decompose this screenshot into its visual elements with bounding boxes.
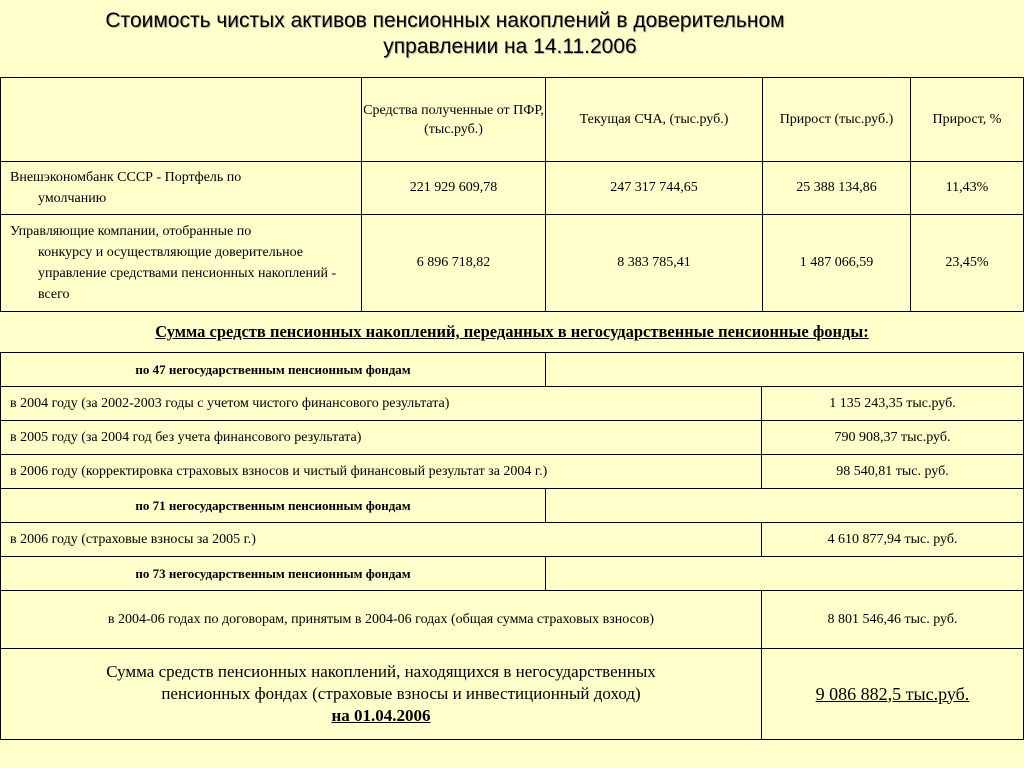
table-row — [1, 421, 1024, 455]
row-name-rest: конкурсу и осуществляющие доверительное управление средствами пенсионных накоплений - всего — [38, 245, 337, 302]
row-2006a-desc: в 2006 году (корректировка страховых взносов и чистый финансовый результат за 2004 г.) — [1, 455, 762, 489]
row-2005-desc: в 2005 году (за 2004 год без учета финансового результата) — [1, 421, 762, 455]
fund-47-label: по 47 негосударственным пенсионным фондам — [1, 353, 546, 387]
fund-73-empty — [546, 557, 1024, 591]
cell-received: 6 896 718,82 — [362, 215, 546, 312]
cell-growth: 25 388 134,86 — [763, 162, 911, 215]
total-description — [1, 649, 762, 740]
table-row — [1, 162, 1024, 215]
npf-table — [0, 352, 1024, 740]
fund-71-empty — [546, 489, 1024, 523]
header-growth: Прирост (тыс.руб.) — [763, 78, 911, 162]
table-row — [1, 523, 1024, 557]
cell-growth-pct: 11,43% — [911, 162, 1024, 215]
header-received: Средства полученные от ПФР, (тыс.руб.) — [362, 78, 546, 162]
header-current: Текущая СЧА, (тыс.руб.) — [546, 78, 763, 162]
row-2006a-value: 98 540,81 тыс. руб. — [762, 455, 1024, 489]
fund-row-47 — [1, 353, 1024, 387]
row-name-first: Внешэкономбанк СССР - Портфель по — [10, 170, 242, 185]
section-title: Сумма средств пенсионных накоплений, переданных в негосударственные пенсионные фонды: — [155, 322, 869, 341]
row-0406-value: 8 801 546,46 тыс. руб. — [762, 591, 1024, 649]
total-date: на 01.04.2006 — [331, 706, 431, 725]
page-title — [0, 8, 890, 60]
cell-current: 8 383 785,41 — [546, 215, 763, 312]
row-2004-desc: в 2004 году (за 2002-2003 годы с учетом чистого финансового результата) — [1, 387, 762, 421]
row-name — [1, 215, 362, 312]
title-line-2: управлении на 14.11.2006 — [383, 35, 637, 58]
fund-73-label: по 73 негосударственным пенсионным фондам — [1, 557, 546, 591]
row-name — [1, 162, 362, 215]
row-2004-value: 1 135 243,35 тыс.руб. — [762, 387, 1024, 421]
fund-row-73 — [1, 557, 1024, 591]
fund-row-71 — [1, 489, 1024, 523]
title-line-1: Стоимость чистых активов пенсионных накоплений в доверительном — [105, 9, 785, 32]
table-row — [1, 455, 1024, 489]
table-row — [1, 215, 1024, 312]
cell-current: 247 317 744,65 — [546, 162, 763, 215]
total-line-1: Сумма средств пенсионных накоплений, находящихся в негосударственных — [106, 662, 656, 681]
fund-71-label: по 71 негосударственным пенсионным фондам — [1, 489, 546, 523]
cell-growth-pct: 23,45% — [911, 215, 1024, 312]
cell-received: 221 929 609,78 — [362, 162, 546, 215]
total-row — [1, 649, 1024, 740]
total-value: 9 086 882,5 тыс.руб. — [762, 649, 1024, 740]
cell-growth: 1 487 066,59 — [763, 215, 911, 312]
fund-47-empty — [546, 353, 1024, 387]
row-name-rest: умолчанию — [38, 191, 107, 206]
table-header-row — [1, 78, 1024, 162]
row-2005-value: 790 908,37 тыс.руб. — [762, 421, 1024, 455]
table-row — [1, 591, 1024, 649]
header-growth-pct: Прирост, % — [911, 78, 1024, 162]
header-empty — [1, 78, 362, 162]
row-name-first: Управляющие компании, отобранные по — [10, 224, 252, 239]
row-2006b-value: 4 610 877,94 тыс. руб. — [762, 523, 1024, 557]
table-row — [1, 387, 1024, 421]
row-2006b-desc: в 2006 году (страховые взносы за 2005 г.) — [1, 523, 762, 557]
total-line-2: пенсионных фондах (страховые взносы и инвестиционный доход) — [161, 684, 641, 703]
row-0406-desc: в 2004-06 годах по договорам, принятым в 2004-06 годах (общая сумма страховых взносов) — [1, 591, 762, 649]
net-assets-table — [0, 77, 1024, 312]
